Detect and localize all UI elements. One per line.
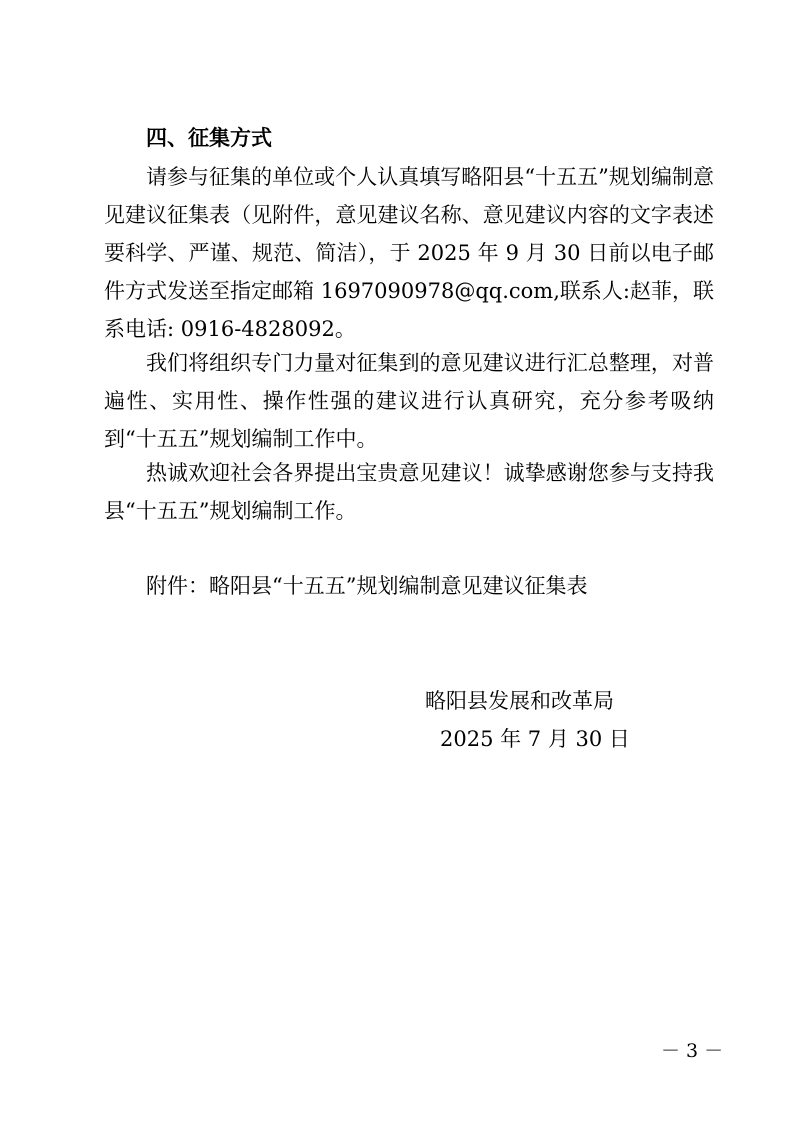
- signature-organization: 略阳县发展和改革局: [425, 689, 614, 713]
- paragraph-processing: 我们将组织专门力量对征集到的意见建议进行汇总整理，对普遍性、实用性、操作性强的建议进行认真研究，充分参考吸纳到“十五五”规划编制工作中。: [104, 351, 714, 451]
- section-heading: 四、征集方式: [146, 126, 272, 150]
- paragraph-collection-method: 请参与征集的单位或个人认真填写略阳县“十五五”规划编制意见建议征集表（见附件，意见建议名称、意见建议内容的文字表述要科学、严谨、规范、简洁），于 2025 年 9 月 30 日前以电子邮件方式发送至指定邮箱 1697090978@qq.com,联系人:赵菲，联系电话: 0916-4828092。: [104, 165, 714, 341]
- paragraph-welcome: 热诚欢迎社会各界提出宝贵意见建议！诚挚感谢您参与支持我县“十五五”规划编制工作。: [104, 461, 714, 523]
- signature-date: 2025 年 7 月 30 日: [440, 727, 630, 751]
- page-number: － 3 －: [661, 1040, 724, 1062]
- attachment-note: 附件：略阳县“十五五”规划编制意见建议征集表: [146, 574, 588, 598]
